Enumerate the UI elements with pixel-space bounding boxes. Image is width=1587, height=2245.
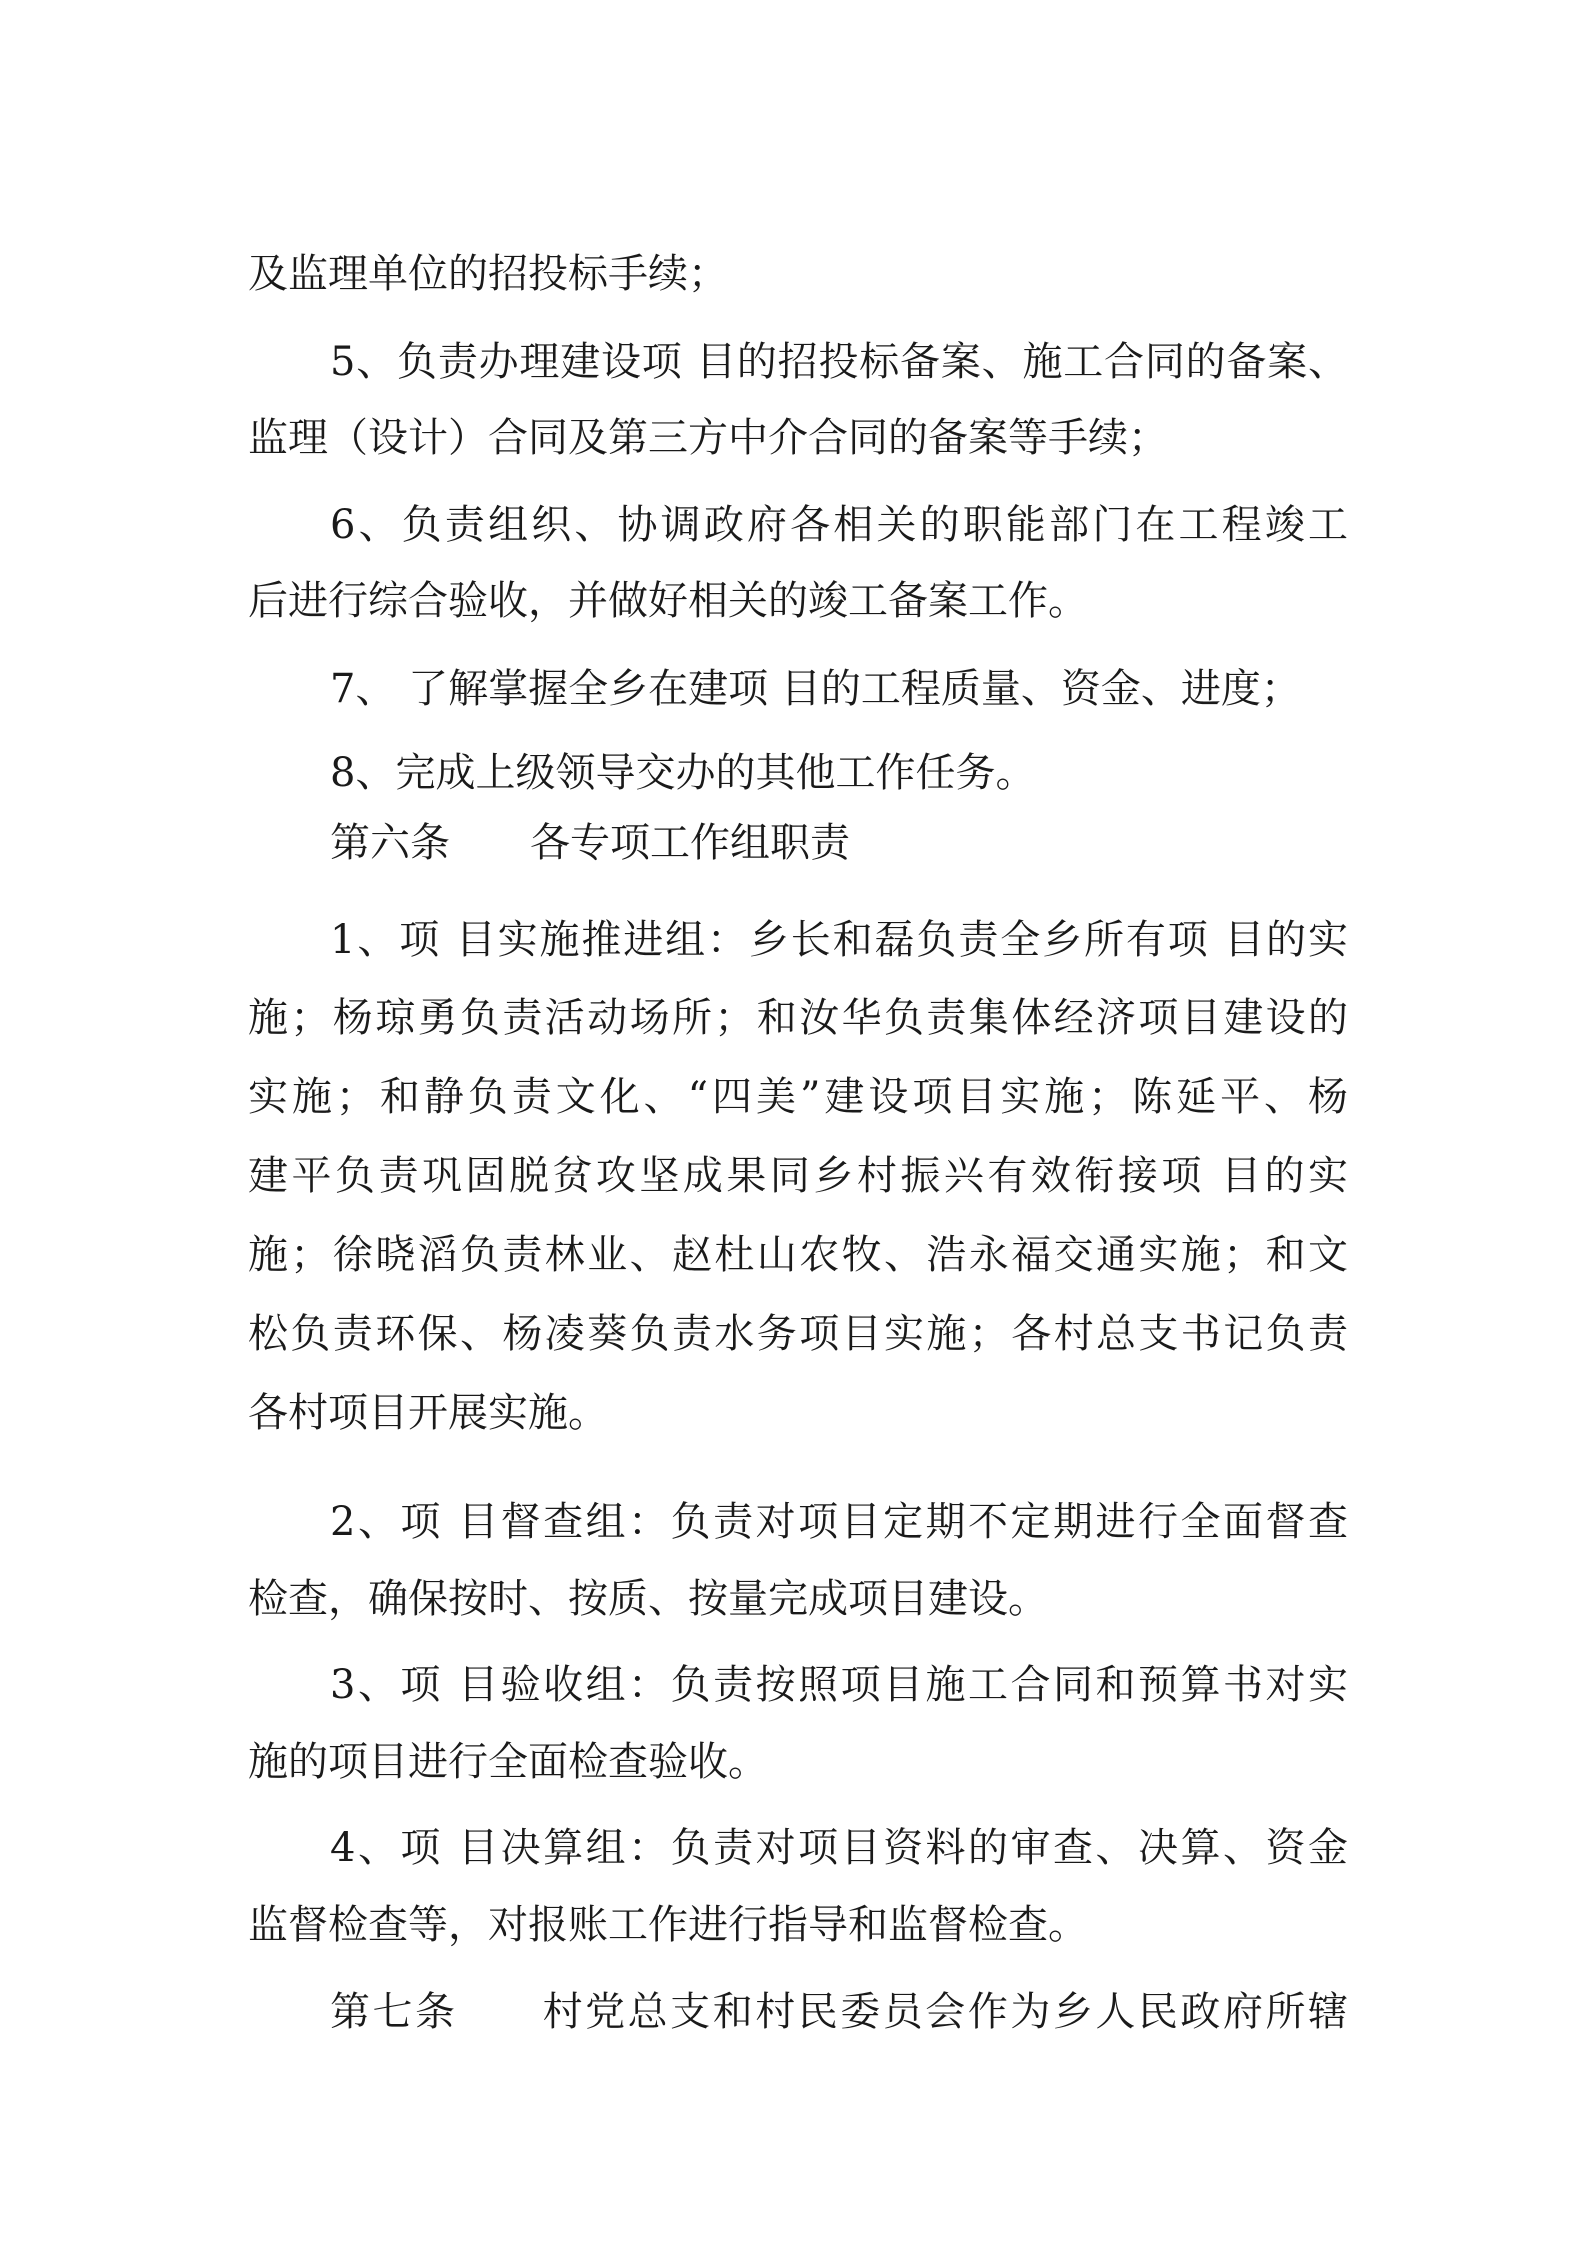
text-line-15: 各村项目开展实施。 — [248, 1390, 608, 1436]
text-line-22: 第七条 村党总支和村民委员会作为乡人民政府所辖 — [330, 1989, 1348, 2035]
text-line-11: 实施；和静负责文化、“四美”建设项目实施；陈延平、杨 — [248, 1074, 1348, 1120]
text-line-21: 监督检查等，对报账工作进行指导和监督检查。 — [248, 1902, 1088, 1948]
text-line-9: 1、项 目实施推进组：乡长和磊负责全乡所有项 目的实 — [330, 917, 1348, 963]
text-line-1: 及监理单位的招投标手续； — [248, 251, 728, 297]
text-line-13: 施；徐晓滔负责林业、赵杜山农牧、浩永福交通实施；和文 — [248, 1232, 1348, 1278]
section-heading-article-6: 第六条 各专项工作组职责 — [330, 820, 850, 866]
text-line-10: 施；杨琼勇负责活动场所；和汝华负责集体经济项目建设的 — [248, 995, 1348, 1041]
text-line-2: 5、负责办理建设项 目的招投标备案、施工合同的备案、 — [330, 339, 1348, 385]
text-line-6: 7、 了解掌握全乡在建项 目的工程质量、资金、进度； — [330, 666, 1301, 712]
text-line-20: 4、项 目决算组：负责对项目资料的审查、决算、资金 — [330, 1825, 1348, 1871]
text-line-3: 监理（设计）合同及第三方中介合同的备案等手续； — [248, 415, 1168, 461]
text-line-4: 6、负责组织、协调政府各相关的职能部门在工程竣工 — [330, 502, 1348, 548]
text-line-17: 检查，确保按时、按质、按量完成项目建设。 — [248, 1576, 1048, 1622]
text-line-19: 施的项目进行全面检查验收。 — [248, 1739, 768, 1785]
text-line-7: 8、完成上级领导交办的其他工作任务。 — [330, 750, 1036, 796]
text-line-18: 3、项 目验收组：负责按照项目施工合同和预算书对实 — [330, 1662, 1348, 1708]
text-line-12: 建平负责巩固脱贫攻坚成果同乡村振兴有效衔接项 目的实 — [248, 1153, 1348, 1199]
text-line-16: 2、项 目督查组：负责对项目定期不定期进行全面督查 — [330, 1499, 1348, 1545]
text-line-5: 后进行综合验收，并做好相关的竣工备案工作。 — [248, 578, 1088, 624]
text-line-14: 松负责环保、杨凌葵负责水务项目实施；各村总支书记负责 — [248, 1311, 1348, 1357]
